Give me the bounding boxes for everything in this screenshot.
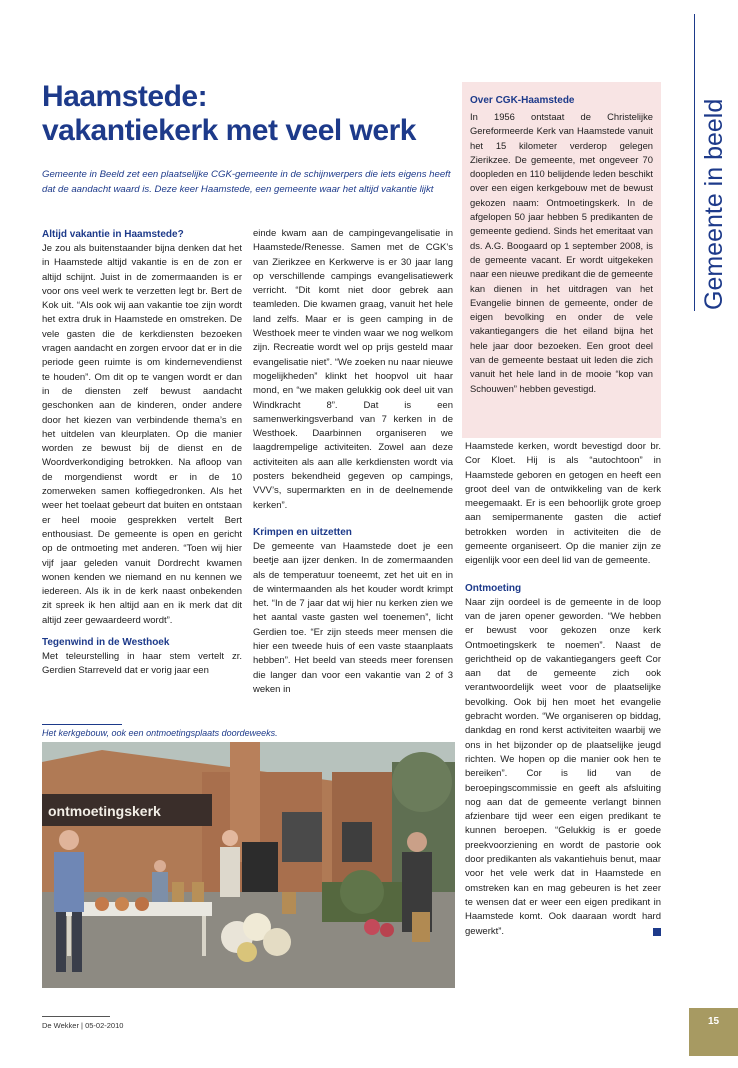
article-column-1 bbox=[42, 227, 242, 679]
heading-altijd-vakantie: Altijd vakantie in Haamstede? bbox=[42, 229, 184, 240]
paragraph: einde kwam aan de campingevangelisatie in Haamstede/Renesse. Samen met de CGK’s van Zierikzee en Kerkwerve is er 30 jaar lang op verschillende campings evangelisatiewerk verricht. “Dit komt niet door gebrek aan teamleden. Die kwamen graag, vanuit het hele land zelfs. Maar er is geen camping in de Westhoek meer te vinden waar we nog welkom zijn. Recreatie wordt wel op prijs gesteld maar evangelisatie niet”. “We zoeken nu naar nieuwe mogelijkheden” klinkt het hoopvol uit haar mond, en “we maken gelukkig ook deel uit van Windkracht 8”. Dat is een samenwerkingsverband van 7 kerken in de Westhoek. Daarbinnen organiseren we laagdrempelige activiteiten. Zowel aan deze activiteiten als aan alle kerkdiensten wordt via posters bekendheid gegeven op campings, VVV’s, supermarkten en in de deelnemende kerken”. bbox=[253, 228, 453, 511]
church-photo bbox=[42, 742, 455, 988]
end-mark-icon bbox=[653, 928, 661, 936]
heading-ontmoeting: Ontmoeting bbox=[465, 582, 522, 594]
title-line-2: vakantiekerk met veel werk bbox=[42, 114, 416, 147]
church-sign-text: ontmoetingskerk bbox=[48, 803, 161, 819]
section-label: Gemeente in beeld bbox=[700, 98, 728, 310]
article-title bbox=[42, 80, 452, 148]
photo-caption: Het kerkgebouw, ook een ontmoetingsplaats doordeweeks. bbox=[42, 728, 278, 738]
article-intro: Gemeente in Beeld zet een plaatselijke CGK-gemeente in de schijnwerpers die iets eigens heeft dat de aandacht waard is. Deze keer Haamstede, een gemeente waar het altijd vakantie lijkt bbox=[42, 169, 451, 195]
paragraph: Je zou als buitenstaander bijna denken dat het in Haamstede altijd vakantie is en de zon er altijd schijnt. Juist in de zomermaanden is er voor ons veel werk te verzetten legt br. Bert de Kok uit. “Als ook wij aan vakantie toe zijn wordt het extra druk in Haamstede en omstreken. De vele gasten die de kerkdiensten bezoeken vragen aandacht en zorgen ervoor dat er in die periode geen ruimte is om kindernevendienst te houden”. Om dit op te vangen wordt er dan in de diensten zelf bewust aandacht geschonken aan de kinderen, onder andere door het kiezen van verbindende thema’s en het uitdelen van kleurplaten. Op die manier worden ze bewust bij de dienst en de Woordverkondiging betrokken. Na afloop van de morgendienst wordt er in de 10 zomerweken samen koffiegedronken. Als het weer het toelaat gebeurt dat buiten en ontstaan er heel mooie gesprekken vertelt Bert enthousiast. De gemeente is open en gericht op de ontmoeting met anderen. “Toen wij hier vijf jaar geleden vanuit Dordrecht kwamen wonen kenden we niemand en nu kennen we iedereen. Als ik in de kerk naast onbekenden zit spreek ik hen altijd aan en ik merk dat dit altijd zeer gewaardeerd wordt”. bbox=[42, 243, 242, 626]
article-column-3 bbox=[465, 440, 661, 939]
article-column-2 bbox=[253, 227, 453, 697]
paragraph: Haamstede kerken, wordt bevestigd door br. Cor Kloet. Hij is als “autochtoon” in Haamstede geboren en getogen en heeft een groot deel van de ontwikkeling van de kerk meegemaakt. Er is een behoorlijk grote groep aan semipermanente gasten die actief betrokken worden in activiteiten die de gemeente organiseert. Op die manier zijn ze eigenlijk voor een deel lid van de gemeente. bbox=[465, 441, 661, 567]
section-divider-line bbox=[694, 14, 695, 311]
sidebar-text: In 1956 ontstaat de Christelijke Gereformeerde Kerk van Haamstede vanuit het 15 kilometer verderop gelegen Zierikzee. De gemeente, met ongeveer 70 doopleden en 110 belijdende leden beschikt over een eigen kerkgebouw met de bewust gekozen naam: Ontmoetingskerk. In de afgelopen 50 jaar hebben 5 predikanten de gemeente gediend. Sinds het emeritaat van ds. A.G. Boogaard op 1 september 2008, is de gemeente vacant. Er wordt uitgekeken naar een nieuwe predikant die de gemeente kan dienen in het uitdragen van het Evangelie binnen de gemeente, onder de eigen bevolking en onder de vele vakantiegangers die het eiland bijna het hele jaar door bezoeken. Een groot deel van de gemeente bestaat uit leden die zich vanuit het hele land in de mooie “kop van Schouwen” hebben gevestigd. bbox=[470, 111, 653, 394]
page-number: 15 bbox=[689, 1008, 738, 1056]
paragraph: De gemeente van Haamstede doet je een beetje aan ijzer denken. In de zomermaanden als de temperatuur toeneemt, zet het uit en in de wintermaanden als het kouder wordt krimpt het. “In de 7 jaar dat wij hier nu kerken zien we het aantal vaste gasten wel toenemen”, licht Gerdien toe. “Er zijn steeds meer mensen die hier een tweede huis of een vaste staanplaats hebben”. Het beeld van steeds meer forensen die langer dan voor een vakantie van 2 of 3 weken in bbox=[253, 540, 453, 695]
heading-krimpen: Krimpen en uitzetten bbox=[253, 526, 352, 538]
paragraph-text: Naar zijn oordeel is de gemeente in de loop van de jaren opener geworden. “We hebben er bewust voor gekozen onze kerk Ontmoetingskerk te noemen”. Naast de gerichtheid op de vakantiegangers geeft Cor aan dat de gemeente zich ook verantwoordelijk weet voor de plaatselijke bevolking. Ook bij hen moet het evangelie gebracht worden. “We organiseren op biddag, dankdag en rond kerst activiteiten waarbij we ons in het bijzonder op de plaatselijke jeugd richten. We hopen op die manier ook hen te bereiken”. Cor is lid van de beroepingscommissie en geeft als afsluiting nog aan dat de gemeente verlangt binnen afzienbare tijd weer een eigen predikant te kunnen beroepen. “Gelukkig is er goede preekvoorziening en wordt de pastorie ook door predikanten als vakantiehuis benut, maar voor het vele werk dat in Haamstede en omstreken kan en mag gebeuren is het zeer te wensen dat er weer een eigen predikant in Haamstede komt. Ook daaraan wordt hard gewerkt”. bbox=[465, 596, 661, 937]
sidebar-heading: Over CGK-Haamstede bbox=[470, 95, 575, 106]
title-line-1: Haamstede: bbox=[42, 80, 208, 113]
heading-tegenwind: Tegenwind in de Westhoek bbox=[42, 637, 170, 649]
footer-publication: De Wekker | 05-02-2010 bbox=[42, 1021, 124, 1030]
footer-rule bbox=[42, 1016, 110, 1017]
paragraph: Met teleurstelling in haar stem vertelt zr. Gerdien Starreveld dat er vorig jaar een bbox=[42, 651, 242, 677]
paragraph bbox=[465, 596, 661, 939]
info-sidebar bbox=[462, 82, 661, 438]
caption-rule bbox=[42, 724, 122, 725]
